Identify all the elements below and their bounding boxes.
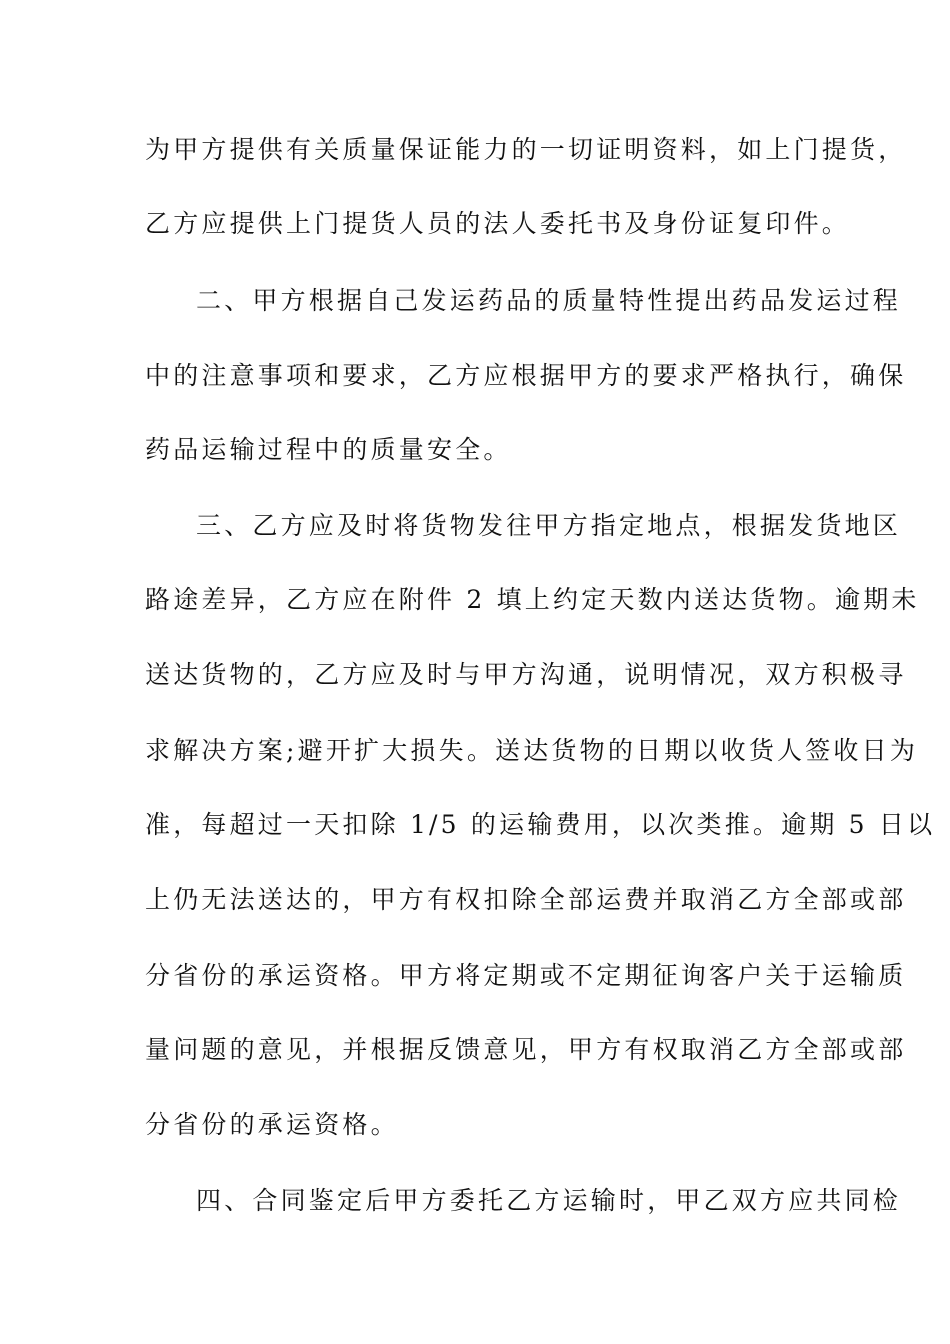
text-line: 药品运输过程中的质量安全。 xyxy=(145,435,512,464)
text-line: 分省份的承运资格。甲方将定期或不定期征询客户关于运输质 xyxy=(145,961,907,990)
text-line: 量问题的意见，并根据反馈意见，甲方有权取消乙方全部或部 xyxy=(145,1035,907,1064)
text-line: 中的注意事项和要求，乙方应根据甲方的要求严格执行，确保 xyxy=(145,361,907,390)
paragraph-start: 三、乙方应及时将货物发往甲方指定地点，根据发货地区 xyxy=(196,511,902,540)
text-line: 准，每超过一天扣除 1/5 的运输费用，以次类推。逾期 5 日以 xyxy=(145,810,936,839)
text-line: 求解决方案;避开扩大损失。送达货物的日期以收货人签收日为 xyxy=(145,736,919,765)
text-line: 分省份的承运资格。 xyxy=(145,1110,399,1139)
text-line: 送达货物的，乙方应及时与甲方沟通，说明情况，双方积极寻 xyxy=(145,660,907,689)
text-line: 乙方应提供上门提货人员的法人委托书及身份证复印件。 xyxy=(145,209,851,238)
text-line: 路途差异，乙方应在附件 2 填上约定天数内送达货物。逾期未 xyxy=(145,585,920,614)
text-line: 为甲方提供有关质量保证能力的一切证明资料，如上门提货， xyxy=(145,135,907,164)
paragraph-start: 四、合同鉴定后甲方委托乙方运输时，甲乙双方应共同检 xyxy=(196,1186,902,1215)
text-line: 上仍无法送达的，甲方有权扣除全部运费并取消乙方全部或部 xyxy=(145,885,907,914)
paragraph-start: 二、甲方根据自己发运药品的质量特性提出药品发运过程 xyxy=(196,286,902,315)
